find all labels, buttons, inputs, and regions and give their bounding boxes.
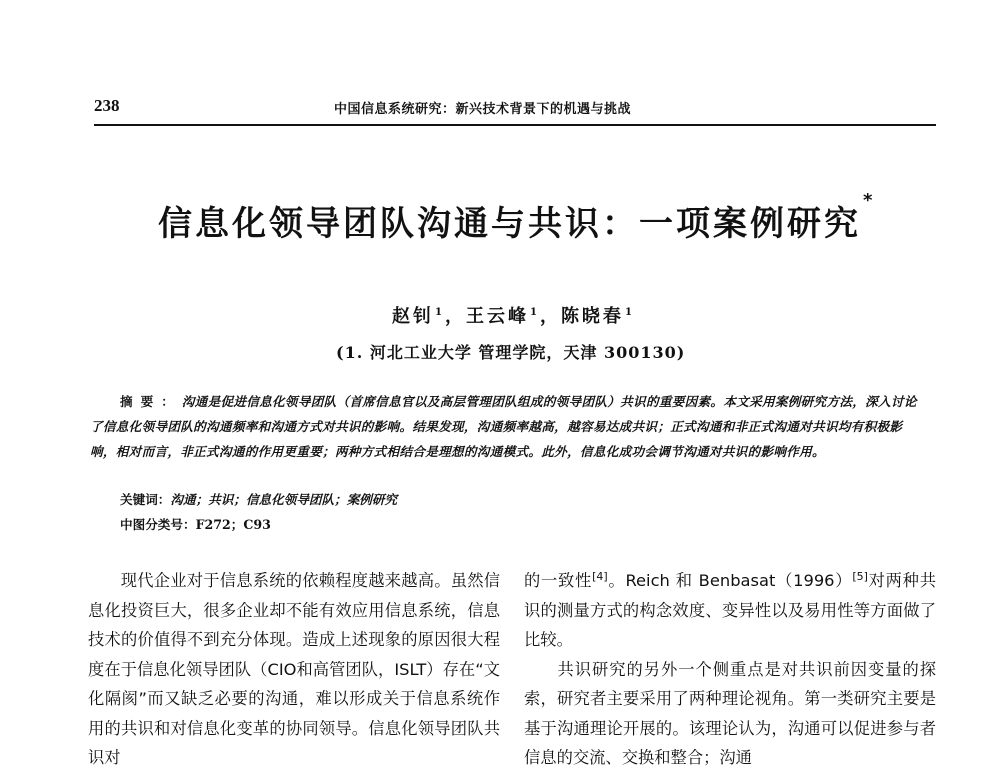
page-number: 238 [94, 96, 120, 115]
article-title-text: 信息化领导团队沟通与共识：一项案例研究 [158, 204, 861, 244]
abstract-text: 沟通是促进信息化领导团队（首席信息官以及高层管理团队组成的领导团队）共识的重要因素。本文采用案例研究方法，深入讨论了信息化领导团队的沟通频率和沟通方式对共识的影响。结果发现，沟通频率越高，越容易达成共识；正式沟通和非正式沟通对共识均有积极影响，相对而言，非正式沟通的作用更重要；两种方式相结合是理想的沟通模式。此外，信息化成功会调节沟通对共识的影响作用。 [90, 394, 917, 459]
keywords-value: 沟通；共识；信息化领导团队；案例研究 [170, 492, 398, 507]
classification-label: 中图分类号： [120, 517, 196, 532]
header-rule [94, 124, 936, 126]
citation-ref: [4] [592, 570, 608, 583]
body-paragraph [524, 566, 936, 655]
classification-value: F272；C93 [195, 517, 271, 532]
author-affiliation-mark: 1 [529, 307, 540, 318]
author-separator: ， [444, 306, 466, 327]
body-text: 的一致性 [524, 571, 593, 590]
author-name: 王云峰 [465, 306, 529, 327]
body-column-left [88, 566, 500, 773]
body-column-right [524, 566, 936, 773]
abstract [90, 389, 928, 464]
title-footnote-mark: * [863, 190, 876, 211]
keywords [120, 489, 397, 508]
body-text: 对两种共识的测量方式的构念效度、变异性以及易用性等方面做了比较。 [524, 571, 936, 649]
author-list [392, 302, 635, 328]
author-affiliation-mark: 1 [624, 307, 635, 318]
author-separator: ， [539, 306, 561, 327]
running-head [94, 96, 936, 120]
affiliation: (1. 河北工业大学 管理学院，天津 300130) [336, 343, 686, 362]
body-text: 。Reich 和 Benbasat（1996） [607, 571, 853, 590]
author-affiliation-mark: 1 [435, 307, 445, 318]
classification-code [120, 514, 271, 533]
keywords-label: 关键词： [120, 492, 171, 507]
body-text: 共识研究的另外一个侧重点是对共识前因变量的探索，研究者主要采用了两种理论视角。第一类研究主要是基于沟通理论开展的。该理论认为，沟通可以促进参与者信息的交流、交换和整合；沟通 [524, 659, 936, 767]
body-paragraph [88, 566, 500, 773]
journal-title: 中国信息系统研究：新兴技术背景下的机遇与挑战 [334, 102, 632, 117]
author-name: 赵钊 [392, 306, 434, 327]
body-text: 现代企业对于信息系统的依赖程度越来越高。虽然信息化投资巨大，很多企业却不能有效应用信息系统，信息技术的价值得不到充分体现。造成上述现象的原因很大程度在于信息化领导团队（CIO和高管团队，ISLT）存在“文化隔阂”而又缺乏必要的沟通，难以形成关于信息系统作用的共识和对信息化变革的协同领导。信息化领导团队共识对 [88, 571, 500, 767]
author-name: 陈晓春 [560, 306, 624, 327]
citation-ref: [5] [852, 570, 868, 583]
body-paragraph [524, 655, 936, 773]
article-title [158, 190, 876, 245]
abstract-label: 摘要： [120, 394, 182, 409]
